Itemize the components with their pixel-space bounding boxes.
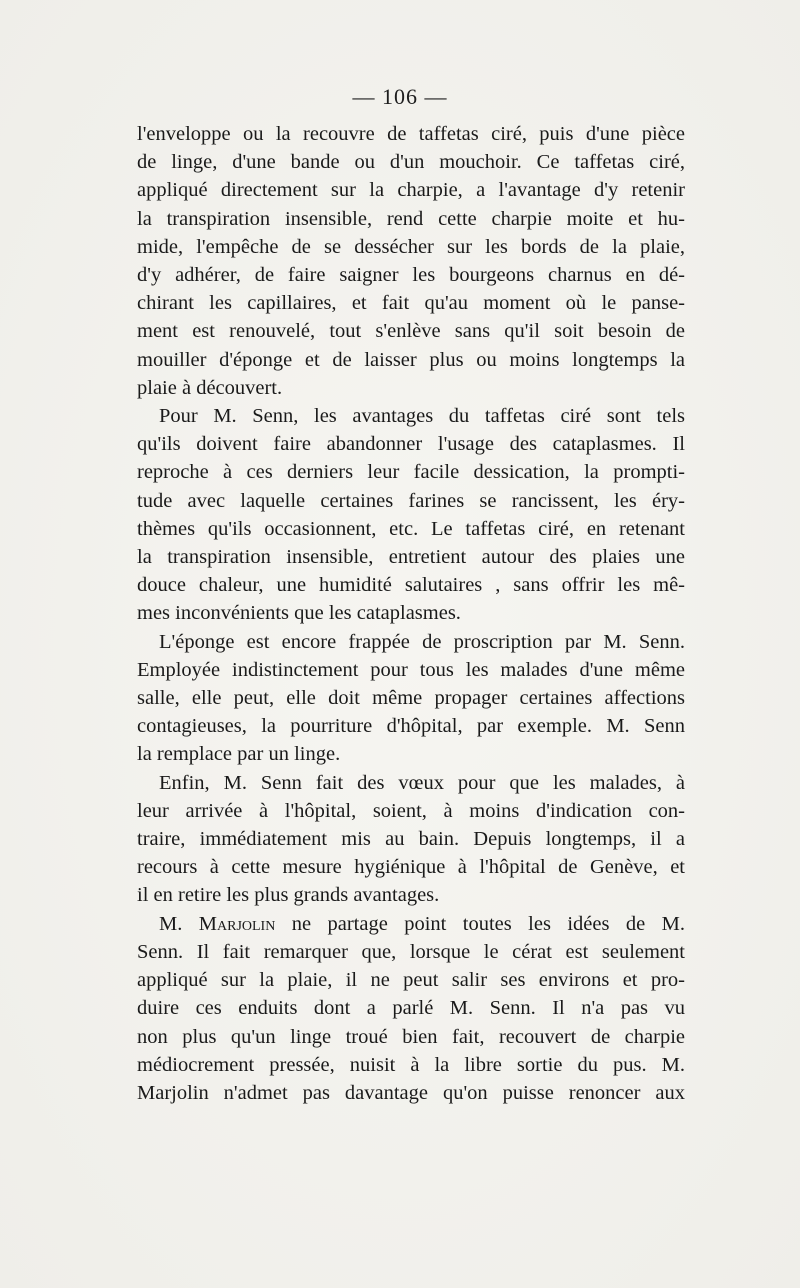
text-line: appliqué directement sur la charpie, a l'avantage d'y retenir (137, 179, 685, 202)
page-number: — 106 — (352, 84, 448, 109)
paragraph-2 (137, 402, 685, 628)
text-line: recours à cette mesure hygiénique à l'hôpital de Genève, et (137, 856, 685, 879)
text-line: salle, elle peut, elle doit même propager certaines affections (137, 687, 685, 710)
text-line: ment est renouvelé, tout s'enlève sans qu'il soit besoin de (137, 320, 685, 343)
text-line: Employée indistinctement pour tous les malades d'une même (137, 658, 685, 681)
text-line: Senn. Il fait remarquer que, lorsque le cérat est seulement (137, 940, 685, 963)
text-fragment: ne partage point toutes les idées de M. (275, 912, 685, 935)
paragraph-3 (137, 628, 685, 769)
text-line: chirant les capillaires, et fait qu'au moment où le panse- (137, 292, 685, 315)
text-line: l'enveloppe ou la recouvre de taffetas ciré, puis d'une pièce (137, 123, 685, 145)
text-line: médiocrement pressée, nuisit à la libre sortie du pus. M. (137, 1053, 685, 1076)
text-line: appliqué sur la plaie, il ne peut salir ses environs et pro- (137, 969, 685, 992)
text-line: la transpiration insensible, entretient autour des plaies une (137, 546, 685, 569)
paragraph-5 (137, 910, 685, 1107)
text-line: leur arrivée à l'hôpital, soient, à moins d'indication con- (137, 799, 685, 822)
text-line: plaie à découvert. (137, 376, 283, 399)
text-line: la transpiration insensible, rend cette charpie moite et hu- (137, 207, 685, 230)
body-text (137, 120, 685, 1107)
text-line: tude avec laquelle certaines farines se rancissent, les éry- (137, 489, 685, 512)
text-line: mide, l'empêche de se dessécher sur les bords de la plaie, (137, 235, 685, 258)
text-line: Enfin, M. Senn fait des vœux pour que les malades, à (159, 771, 685, 794)
text-line-first (137, 910, 685, 938)
text-line: mes inconvénients que les cataplasmes. (137, 602, 461, 625)
text-line: de linge, d'une bande ou d'un mouchoir. Ce taffetas ciré, (137, 151, 685, 174)
text-fragment: M. (159, 912, 199, 935)
text-line: traire, immédiatement mis au bain. Depuis longtemps, il a (137, 828, 685, 851)
text-line: non plus qu'un linge troué bien fait, recouvert de charpie (137, 1025, 685, 1048)
text-line: mouiller d'éponge et de laisser plus ou moins longtemps la (137, 348, 685, 371)
text-line: L'éponge est encore frappée de proscription par M. Senn. (159, 630, 685, 653)
text-line: Marjolin n'admet pas davantage qu'on puisse renoncer aux (137, 1081, 685, 1104)
paragraph-4 (137, 769, 685, 910)
text-line: il en retire les plus grands avantages. (137, 884, 440, 907)
text-line: contagieuses, la pourriture d'hôpital, par exemple. M. Senn (137, 715, 685, 738)
text-line: Pour M. Senn, les avantages du taffetas ciré sont tels (159, 405, 685, 428)
text-line: reproche à ces derniers leur facile dessication, la prompti- (137, 461, 685, 484)
text-line: thèmes qu'ils occasionnent, etc. Le taffetas ciré, en retenant (137, 517, 685, 540)
text-line: douce chaleur, une humidité salutaires , sans offrir les mê- (137, 574, 685, 597)
text-line: qu'ils doivent faire abandonner l'usage des cataplasmes. Il (137, 433, 685, 456)
text-line: la remplace par un linge. (137, 743, 341, 766)
author-name-smallcaps: Marjolin (198, 912, 276, 935)
text-line: duire ces enduits dont a parlé M. Senn. Il n'a pas vu (137, 997, 685, 1020)
paragraph-1 (137, 120, 685, 402)
text-line: d'y adhérer, de faire saigner les bourgeons charnus en dé- (137, 264, 685, 287)
